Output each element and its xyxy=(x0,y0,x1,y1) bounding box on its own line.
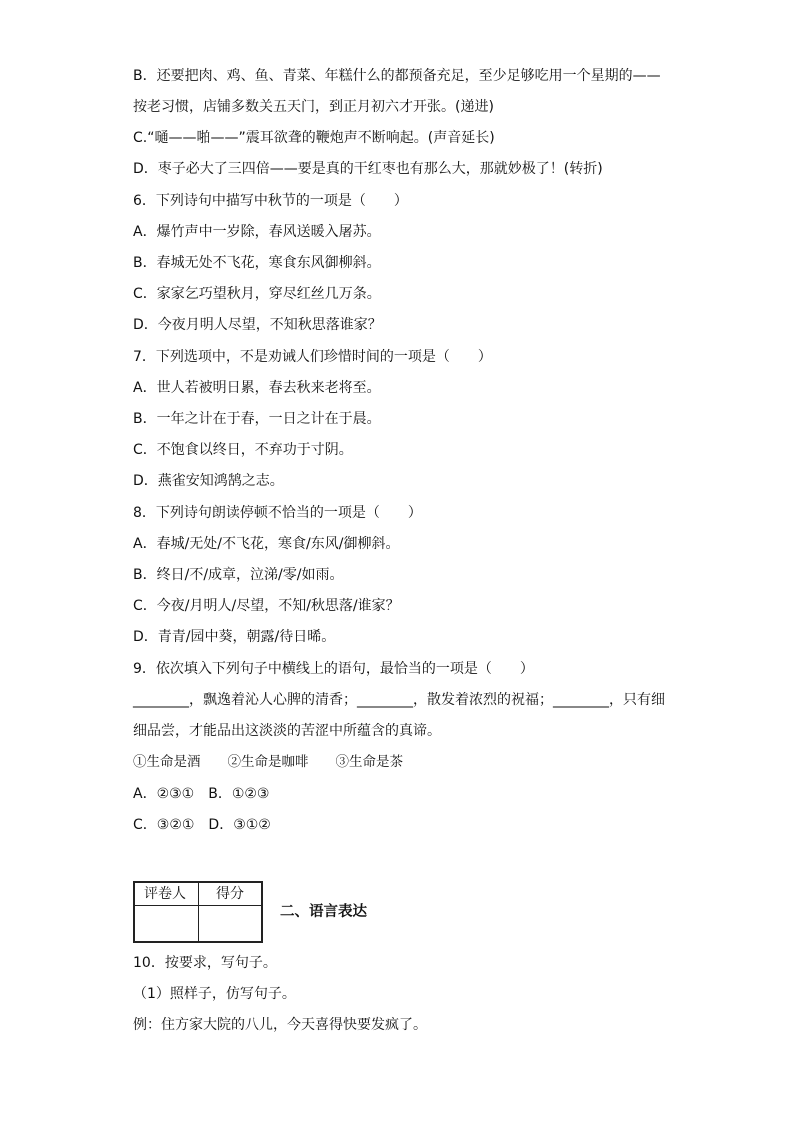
example-sentence: 例：住方家大院的八儿，今天喜得快要发疯了。 xyxy=(133,1017,427,1033)
score-header: 得分 xyxy=(216,886,244,902)
question-9-choices: ①生命是酒 ②生命是咖啡 ③生命是茶 xyxy=(133,754,403,770)
option-c-q5: C.“嗵——啪——”震耳欲聋的鞭炮声不断响起。(声音延长) xyxy=(133,130,495,146)
option-a-q6: A．爆竹声中一岁除，春风送暖入屠苏。 xyxy=(133,224,381,240)
grader-header: 评卷人 xyxy=(144,886,186,902)
question-9: 9．依次填入下列句子中横线上的语句，最恰当的一项是（ ） xyxy=(133,661,534,677)
score-table xyxy=(133,881,263,943)
option-b-q8: B．终日/不/成章，泣涕/零/如雨。 xyxy=(133,567,344,583)
question-6: 6．下列诗句中描写中秋节的一项是（ ） xyxy=(133,193,408,209)
table-divider xyxy=(198,883,199,941)
option-c-q7: C．不饱食以终日，不弃功于寸阴。 xyxy=(133,442,353,458)
option-b-q5-line1: B．还要把肉、鸡、鱼、青菜、年糕什么的都预备充足，至少足够吃用一个星期的—— xyxy=(133,68,661,84)
option-a-q8: A．春城/无处/不飞花，寒食/东风/御柳斜。 xyxy=(133,536,400,552)
option-d-q8: D．青青/园中葵，朝露/待日晞。 xyxy=(133,629,336,645)
option-d-q6: D．今夜月明人尽望，不知秋思落谁家？ xyxy=(133,317,382,333)
question-7: 7．下列选项中，不是劝诫人们珍惜时间的一项是（ ） xyxy=(133,349,492,365)
question-8: 8．下列诗句朗读停顿不恰当的一项是（ ） xyxy=(133,505,422,521)
option-b-q7: B．一年之计在于春，一日之计在于晨。 xyxy=(133,411,381,427)
option-b-q5-line2: 按老习惯，店铺多数关五天门，到正月初六才开张。(递进) xyxy=(133,99,494,115)
option-c-q8: C．今夜/月明人/尽望，不知/秋思落/谁家？ xyxy=(133,598,400,614)
option-d-q7: D．燕雀安知鸿鹄之志。 xyxy=(133,473,284,489)
question-10-part1: （1）照样子，仿写句子。 xyxy=(133,986,296,1002)
section-title: 二、语言表达 xyxy=(280,904,367,920)
options-q9-row1: A．②③① B．①②③ xyxy=(133,786,270,802)
question-9-passage-line2: 细品尝，才能品出这淡淡的苦涩中所蕴含的真谛。 xyxy=(133,723,441,739)
option-c-q6: C．家家乞巧望秋月，穿尽红丝几万条。 xyxy=(133,286,381,302)
question-10: 10．按要求，写句子。 xyxy=(133,955,277,971)
option-b-q6: B．春城无处不飞花，寒食东风御柳斜。 xyxy=(133,255,381,271)
option-d-q5: D．枣子必大了三四倍——要是真的干红枣也有那么大，那就妙极了！(转折) xyxy=(133,161,603,177)
options-q9-row2: C．③②① D．③①② xyxy=(133,817,271,833)
table-divider xyxy=(135,905,261,906)
option-a-q7: A．世人若被明日累，春去秋来老将至。 xyxy=(133,380,381,396)
question-9-passage-line1: ________，飘逸着沁人心脾的清香；________，散发着浓烈的祝福；________，只有细 xyxy=(133,692,665,708)
